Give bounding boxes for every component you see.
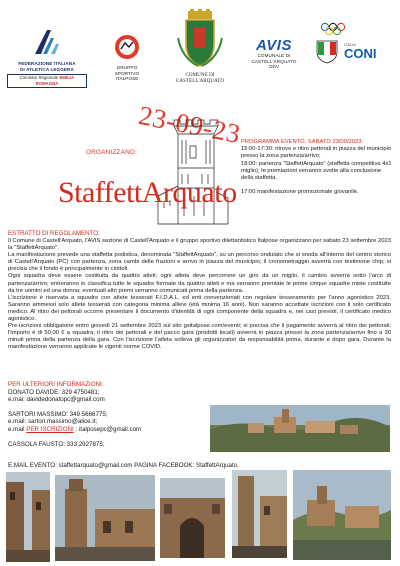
fidal-emblem-icon	[7, 26, 87, 56]
event-email-facebook[interactable]: E.MAIL EVENTO: staffettarquato@gmail.com PAGINA FACEBOOK: StaffettArquato.	[8, 462, 239, 469]
registration-label: PER ISCRIZIONI	[26, 425, 74, 433]
village-landscape-photo	[210, 405, 390, 452]
italpose-badge-icon	[104, 34, 150, 60]
registration-prefix: e.mail	[8, 425, 25, 433]
avis-wordmark: AVIS	[256, 37, 292, 54]
regulation-paragraph: L'iscrizione è riservata a squadre con atlete tesserati F.I.D.A.L. ed enti convenzionati con regolare tesseramento per l'anno agonistico 2023. Saranno ammessi solo atlete tesserati con categoria minima allievi (età minima 16 anni). Non saranno accettate iscrizioni con il solo certificato medico. Al ritiro dei pettorali occorre presentare il documento d'identità di ogni componente della squadra e, nei casi previsti, il certificato medico agonistico.	[8, 294, 391, 323]
regulation-text	[8, 238, 391, 352]
fidal-name-line2: DI ATLETICA LEGGERA	[20, 66, 74, 72]
registration-email[interactable]: : italposepc@gmail.com	[75, 425, 142, 433]
fidal-committee-region: EMILIA ROMAGNA	[35, 75, 75, 87]
coni-name: CONI	[344, 46, 377, 61]
fidal-regional-committee	[7, 74, 87, 88]
contacts-title: PER ULTERIORI INFORMAZIONI:	[8, 381, 104, 388]
village-panorama-photo	[293, 470, 391, 560]
contacts-block	[8, 381, 208, 448]
avis-logo	[242, 38, 306, 70]
fidal-committee-prefix: Comitato Regionale	[19, 75, 59, 81]
olympic-rings-icon	[320, 22, 350, 36]
tower-street-photo	[232, 470, 287, 558]
italpose-line1: GRUPPO SPORTIVO	[114, 65, 140, 76]
coni-country: ITALIA	[344, 42, 356, 47]
comune-logo	[168, 8, 232, 84]
avis-line3: ODV	[268, 64, 280, 70]
stone-arch-photo	[160, 478, 225, 558]
castle-courtyard-photo	[55, 475, 155, 561]
program-line-youth: 17:00 manifestazione promozionale giovanile.	[241, 189, 359, 196]
coni-logo	[314, 22, 388, 64]
program-title: PROGRAMMA EVENTO, SABATO 23/09/2023:	[241, 139, 364, 145]
regulation-title: ESTRATTO DI REGOLAMENTO:	[8, 230, 100, 237]
regulation-paragraph: La manifestazione prevede una staffetta podistica, denominata "StaffettArquato", su un percorso ondulato che si snoda all'interno del centro storico di Castell'Arquato (PC) con partenza, zona cambi delle frazioni e arrivo in piazza del municipio; il cronometraggio avverrà con testimone chip; si precisa che il fondo è principalmente in ciottoli.	[8, 252, 391, 273]
regulation-paragraph: Pre-iscrizioni obbligatorie entro giovedì 21 settembre 2023 sul sito gsitalpose.com/eventi; si precisa che il pagamento avverrà al ritiro dei pettorali; l'importo è di 50,00 € a squadra; il ritiro dei pettorali e del pacco gara (prodotti locali) avverrà in piazza presso la zona partenza/arrivo fino a 30 minuti prima della partenza della gara. Con l'iscrizione l'atleta solleva gli organizzatori da responsabilità prima, durante e dopo gara. Durante la manifestazione verranno applicate le vigenti norme COVID.	[8, 323, 391, 351]
avis-line2: CASTELL'ARQUATO	[251, 58, 297, 64]
comune-coat-of-arms-icon	[168, 8, 232, 68]
contact-donato-email[interactable]: e.mai: davidedonatopc@gmail.com	[8, 396, 105, 404]
organizers-label: ORGANIZZANO:	[86, 149, 138, 156]
comune-line2: CASTELL'ARQUATO	[175, 78, 225, 84]
program-line-checkin: 15:00-17:30: ritrovo e ritiro pettorali in piazza del municipio presso la zona partenza/arrivo;	[241, 146, 392, 160]
event-date: 23-09-23	[136, 100, 244, 150]
contact-cassola-phone: CASSOLA FAUSTO: 333 2927875;	[8, 440, 105, 448]
contact-donato-phone: DONATO DAVIDE: 329 4750481;	[8, 388, 100, 396]
fidal-name-line1: FEDERAZIONE ITALIANA	[18, 61, 76, 66]
contact-registration-email[interactable]	[8, 426, 208, 434]
castle-tower-sketch-icon	[154, 116, 232, 228]
fidal-logo	[7, 26, 87, 88]
program-line-start: 18:00: partenza "StaffettArquato" (staffetta competitiva 4x1 miglio); le premiazioni verranno svolte alla conclusione della staffetta.	[241, 160, 392, 182]
event-program	[241, 139, 393, 196]
contact-sartori-phone: SARTORI MASSIMO: 349 5666775;	[8, 410, 108, 418]
contact-sartori-email[interactable]: e.mail: sartori.massimo@alice.it;	[8, 418, 98, 426]
event-title: StaffettArquato	[58, 176, 237, 209]
comune-line1: COMUNE DI	[185, 73, 215, 78]
coni-shield-icon	[314, 38, 340, 64]
regulation-paragraph: Il Comune di Castell'Arquato, l'AVIS sezione di Castell'Arquato e il gruppo sportivo dilettantistico Italpose organizzano per sabato 23 settembre 2023 la "StaffettArquato".	[8, 238, 391, 252]
italpose-line2: ITALPOSE	[115, 76, 139, 82]
avis-line1: COMUNALE DI	[257, 53, 291, 58]
medieval-street-photo	[6, 472, 50, 562]
regulation-paragraph: Ogni squadra deve essere costituita da quattro atleti; ogni atleta deve percorrere un giro da un miglio, il cambio avverrà sotto l'arco di partenza/arrivo; entreranno in classifica tutte le squadre formate da quattro atleti e ma verranno premiate le prime cinque squadre miste costituite da tre uomini ed una donna; eventuali altri premi verranno comunicati prima della partenza.	[8, 273, 391, 294]
italpose-logo	[104, 34, 150, 82]
